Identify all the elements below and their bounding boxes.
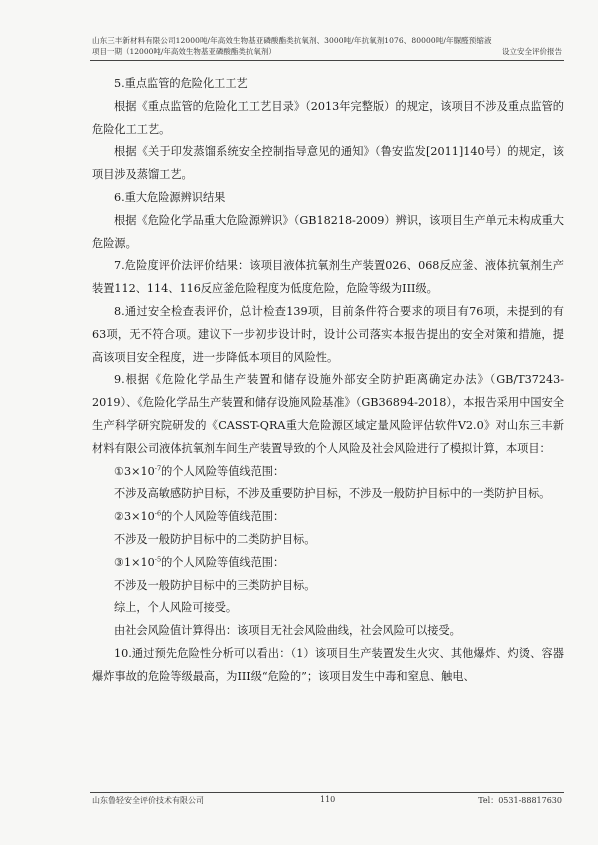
paragraph-hazard-source: 根据《危险化学品重大危险源辨识》（GB18218-2009）辨识，该项目生产单元未构成重大危险源。 [92,213,564,250]
footer-company: 山东鲁轻安全评价技术有限公司 [92,796,204,805]
paragraph-risk-degree: 7.危险度评价法评价结果：该项目液体抗氧剂生产装置026、068反应釜、液体抗氧剂生产装置112、114、116反应釜危险程度为低度危险，危险等级为III级。 [92,259,564,296]
risk-contour-3-heading: $③1\times 10^{-5}$的个人风险等值线范围： [114,555,285,569]
section-heading-process: 5.重点监管的危险化工工艺 [114,77,248,90]
header-project-phase: 项目一期（12000吨/年高效生物基亚磷酸酯类抗氧剂） [92,47,276,56]
paragraph-process-catalog: 根据《重点监管的危险化工工艺目录》（2013年完整版）的规定，该项目不涉及重点监管的危险化工工艺。 [92,99,564,136]
page-header [92,35,562,57]
paragraph-qra: 9.根据《危险化学品生产装置和储存设施外部安全防护距离确定办法》（GB/T37243-2019）、《危险化学品生产装置和储存设施风险基准》（GB36894-2018），本报告采用中国安全生产科学研究院研发的《CASST-QRA重大危险源区域定量风险评估软件V2.0》对山东三丰新材料有限公司液体抗氧剂车间生产装置导致的个人风险及社会风险进行了模拟计算，本项目： [92,373,564,455]
footer-telephone: Tel：0531-88817630 [478,796,562,805]
risk-contour-2-text: 不涉及一般防护目标中的二类防护目标。 [114,532,316,546]
individual-risk-conclusion: 综上，个人风险可接受。 [114,601,238,615]
footer-divider [90,792,564,793]
section-heading-hazard-source: 6.重大危险源辨识结果 [114,190,226,204]
paragraph-distillation: 根据《关于印发蒸馏系统安全控制指导意见的通知》（鲁安监发[2011]140号）的规定，该项目涉及蒸馏工艺。 [92,145,564,182]
risk-contour-3-text: 不涉及一般防护目标中的三类防护目标。 [114,578,316,592]
header-divider [90,60,564,61]
risk-contour-1-text: 不涉及高敏感防护目标，不涉及重要防护目标，不涉及一般防护目标中的一类防护目标。 [114,487,551,501]
header-report-type: 设立安全评价报告 [502,47,562,56]
risk-contour-2-heading: $②3\times 10^{-6}$的个人风险等值线范围： [114,509,285,524]
header-project-title: 山东三丰新材料有限公司12000吨/年高效生物基亚磷酸酯类抗氧剂、3000吨/年抗氧剂1076、80000吨/年脲醛预缩液 [92,36,492,45]
paragraph-pha: 10.通过预先危险性分析可以看出：（1）该项目生产装置发生火灾、其他爆炸、灼烫、容器爆炸事故的危险等级最高，为III级“危险的”；该项目发生中毒和窒息、触电、 [92,646,564,683]
paragraph-checklist: 8.通过安全检查表评价，总计检查139项，目前条件符合要求的项目有76项，未提到的有63项，无不符合项。建议下一步初步设计时，设计公司落实本报告提出的安全对策和措施，提高该项目安全程度，进一步降低本项目的风险性。 [92,304,564,364]
report-body [92,73,564,689]
social-risk-conclusion: 由社会风险值计算得出：该项目无社会风险曲线，社会风险可以接受。 [114,624,461,638]
page-number: 110 [320,795,336,804]
risk-contour-1-heading: $①3\times 10^{-7}$的个人风险等值线范围： [114,463,285,478]
